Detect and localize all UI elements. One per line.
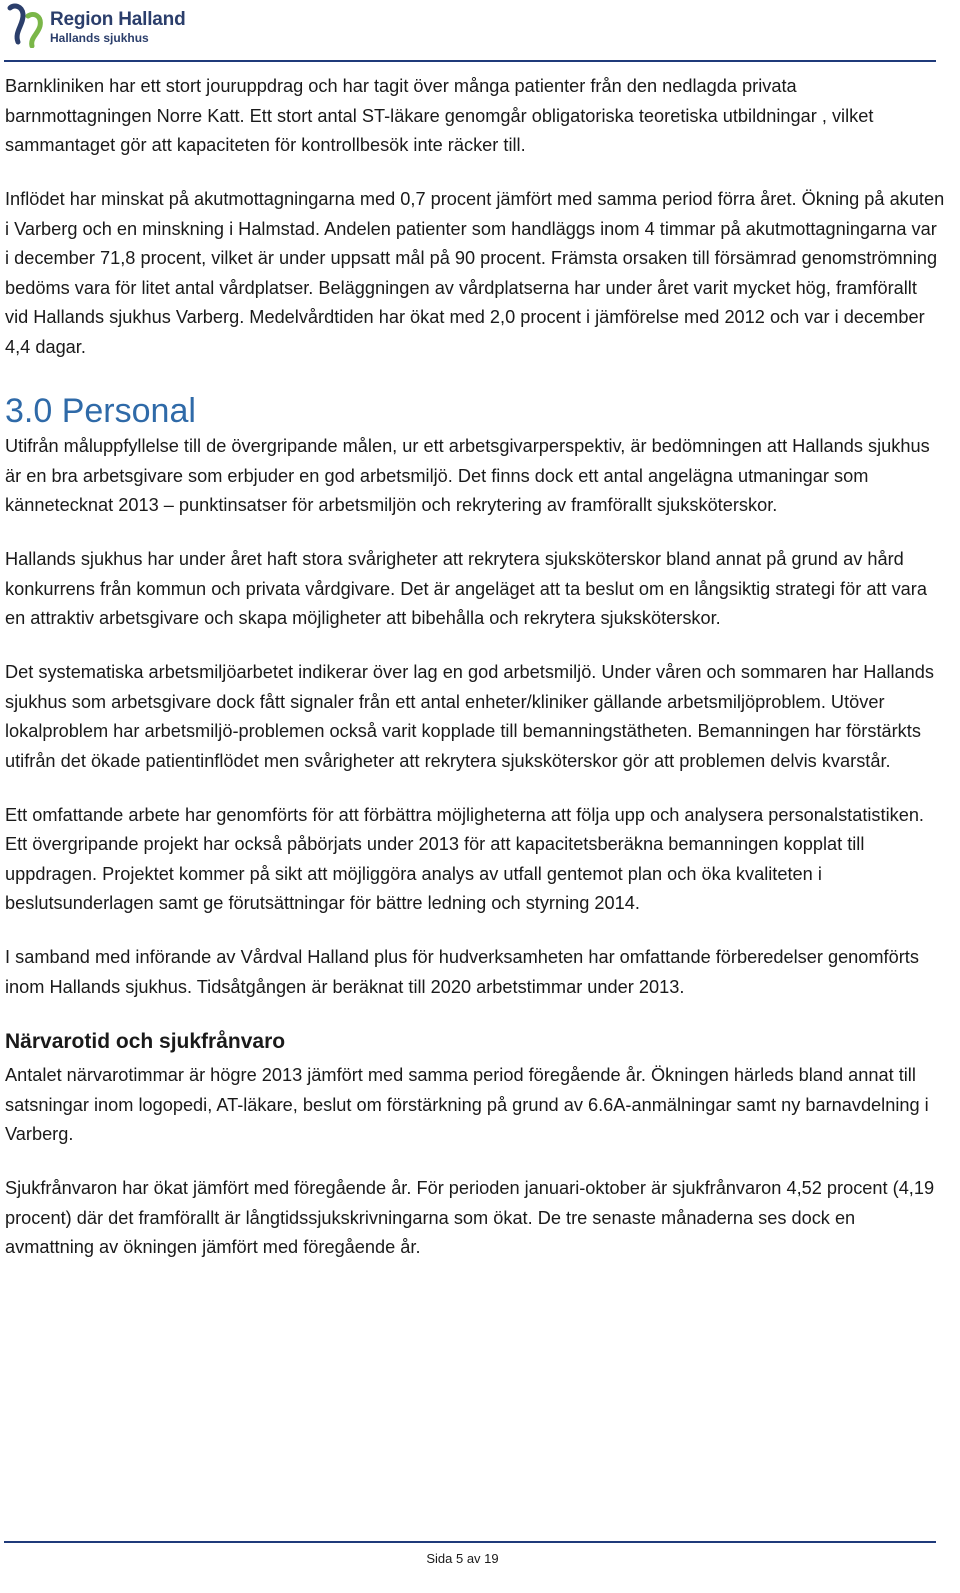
logo-text — [50, 10, 186, 46]
footer-divider — [4, 1541, 936, 1543]
logo-subtitle: Hallands sjukhus — [50, 31, 149, 45]
paragraph: Hallands sjukhus har under året haft stora svårigheter att rekrytera sjuksköterskor bland annat på grund av hård konkurrens från kommun och privata vårdgivare. Det är angeläget att ta beslut om en långsiktig strategi för att vara en attraktiv arbetsgivare och skapa möjligheter att bibehålla och rekrytera sjuksköterskor. — [5, 549, 927, 628]
subsection-heading: Närvarotid och sjukfrånvaro — [5, 1030, 286, 1053]
paragraph: Ett omfattande arbete har genomförts för att förbättra möjligheterna att följa upp och analysera personalstatistiken. Ett övergripande projekt har också påbörjats under 2013 för att kapacitetsberäkna bemanningen kopplat till uppdragen. Projektet kommer på sikt att möjliggöra analys av utfall gentemot plan och öka kvaliteten i beslutsunderlagen samt ge förutsättningar för bättre ledning och styrning 2014. — [5, 804, 924, 913]
paragraph: Det systematiska arbetsmiljöarbetet indikerar över lag en god arbetsmiljö. Under våren och sommaren har Hallands sjukhus som arbetsgivare dock fått signaler från ett antal enheter/kliniker gällande arbetsmiljöproblem. Utöver lokalproblem har arbetsmiljö-problemen också varit kopplade till bemanningstätheten. Bemanningen har förstärkts utifrån det ökade patientinflödet men svårigheter att rekrytera sjuksköterskor gör att problemen delvis kvarstår. — [5, 662, 935, 771]
section-heading: 3.0 Personal — [5, 392, 196, 430]
paragraph: Antalet närvarotimmar är högre 2013 jämfört med samma period föregående år. Ökningen härleds bland annat till satsningar inom logopedi, AT-läkare, beslut om förstärkning på grund av 6.6A-anmälningar samt ny barnavdelning i Varberg. — [5, 1065, 929, 1144]
paragraph: Sjukfrånvaron har ökat jämfört med föregående år. För perioden januari-oktober är sjukfrånvaron 4,52 procent (4,19 procent) där det framförallt är långtidssjukskrivningarna som ökat. De tre senaste månaderna ses dock en avmattning av ökningen jämfört med föregående år. — [5, 1178, 935, 1257]
region-halland-logo-icon — [4, 2, 48, 48]
paragraph: Inflödet har minskat på akutmottagningarna med 0,7 procent jämfört med samma period förra året. Ökning på akuten i Varberg och en minskning i Halmstad. Andelen patienter som handläggs inom 4 timmar på akutmottagningarna var i december 71,8 procent, vilket är under uppsatt mål på 90 procent. Främsta orsaken till försämrad genomströmning bedöms vara för litet antal vårdplatser. Beläggningen av vårdplatserna har under året varit mycket hög, framförallt vid Hallands sjukhus Varberg. Medelvårdtiden har ökat med 2,0 procent i jämförelse med 2012 och var i december 4,4 dagar. — [5, 189, 945, 357]
logo-title: Region Halland — [50, 9, 186, 30]
header-divider — [4, 60, 936, 62]
paragraph: I samband med införande av Vårdval Halland plus för hudverksamheten har omfattande förberedelser genomförts inom Hallands sjukhus. Tidsåtgången är beräknat till 2020 arbetstimmar under 2013. — [5, 947, 919, 997]
document-body — [5, 72, 945, 1263]
paragraph: Barnkliniken har ett stort jouruppdrag och har tagit över många patienter från den nedlagda privata barnmottagningen Norre Katt. Ett stort antal ST-läkare genomgår obligatoriska teoretiska utbildningar , vilket sammantaget gör att kapaciteten för kontrollbesök inte räcker till. — [5, 76, 874, 155]
header — [4, 2, 304, 52]
paragraph: Utifrån måluppfyllelse till de övergripande målen, ur ett arbetsgivarperspektiv, är bedömningen att Hallands sjukhus är en bra arbetsgivare som erbjuder en god arbetsmiljö. Det finns dock ett antal angelägna utmaningar som kännetecknat 2013 – punktinsatser för arbetsmiljön och rekrytering av framförallt sjuksköterskor. — [5, 436, 930, 515]
page-number: Sida 5 av 19 — [426, 1551, 499, 1566]
